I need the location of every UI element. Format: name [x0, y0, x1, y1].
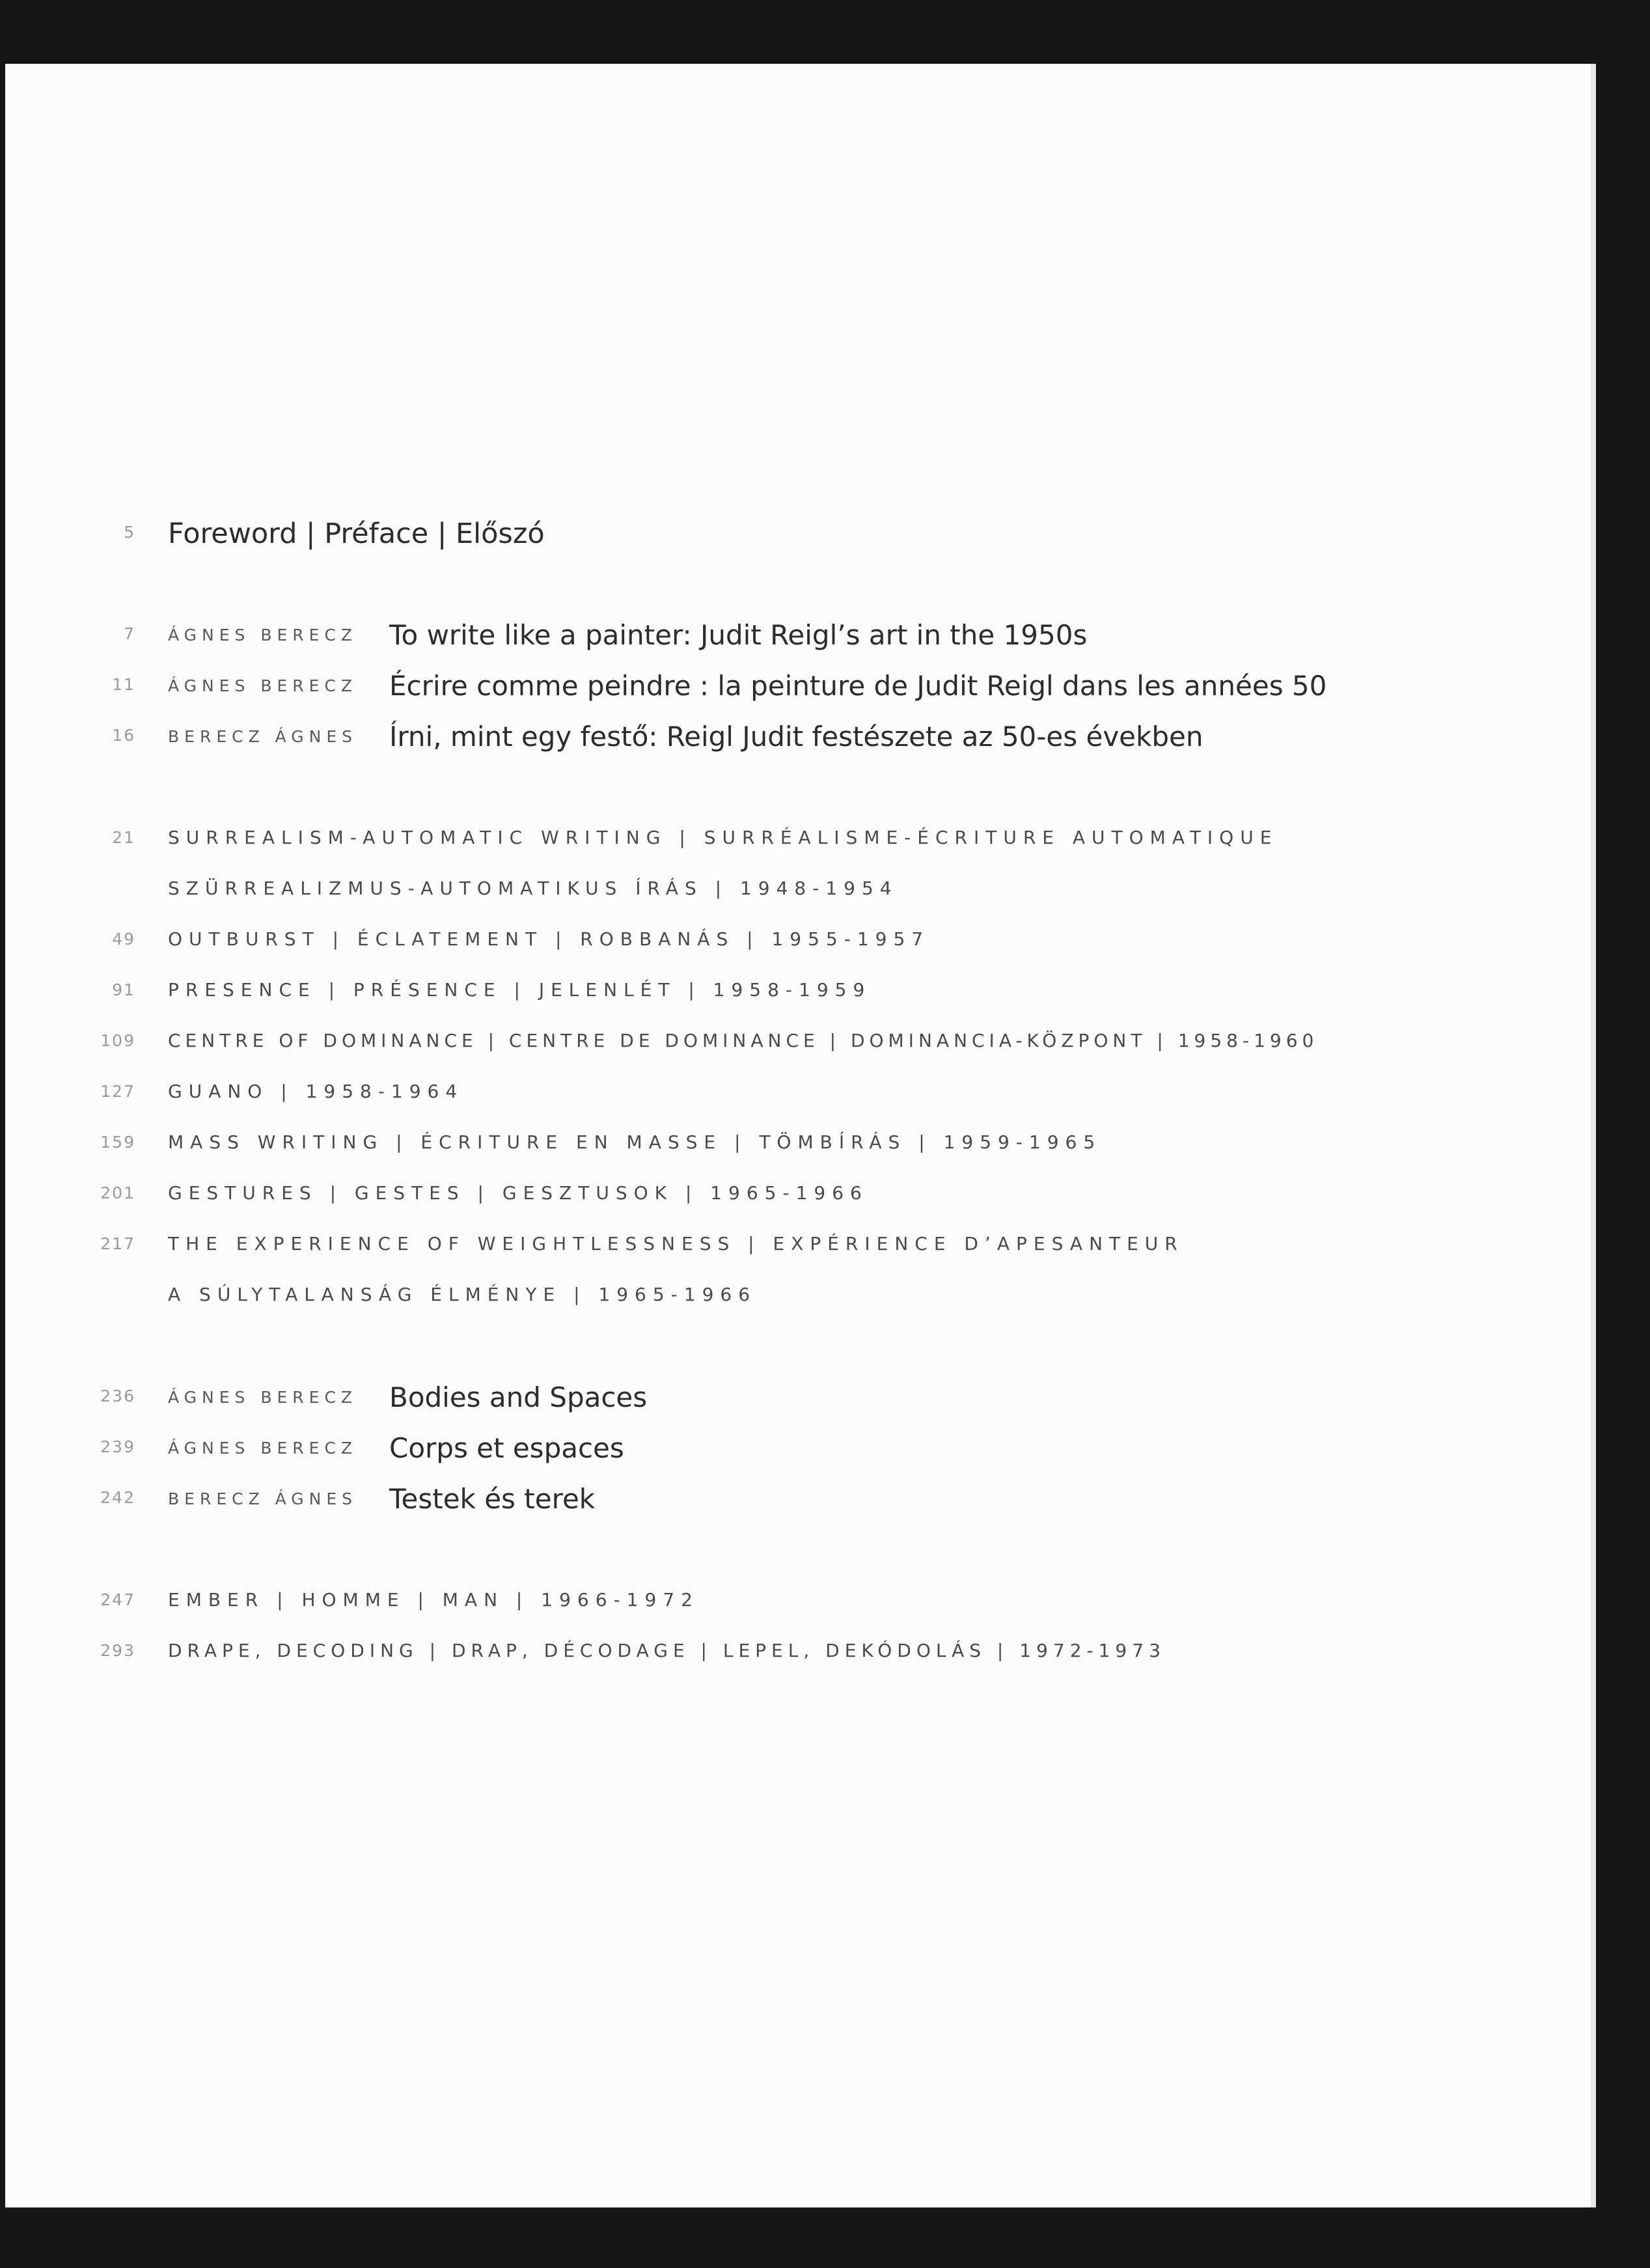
toc-entry-preface	[5, 518, 1591, 557]
page-number: 16	[112, 726, 135, 745]
chapter-title: EMBER | HOMME | MAN | 1966-1972	[168, 1589, 699, 1611]
toc-entry-essay	[5, 1432, 1591, 1471]
author-name: ÁGNES BERECZ	[168, 1439, 358, 1458]
toc-entry-chapter	[5, 975, 1591, 1014]
page-number: 159	[100, 1133, 135, 1152]
toc-entry-essay	[5, 1483, 1591, 1522]
toc-entry-chapter	[5, 1026, 1591, 1065]
page-number: 5	[124, 523, 135, 542]
chapter-title: A SÚLYTALANSÁG ÉLMÉNYE | 1965-1966	[168, 1284, 757, 1305]
author-name: ÁGNES BERECZ	[168, 626, 358, 644]
page-number: 201	[100, 1183, 135, 1202]
page-edge	[1591, 64, 1596, 2207]
chapter-title: SURREALISM-AUTOMATIC WRITING | SURRÉALISME-ÉCRITURE AUTOMATIQUE	[168, 827, 1278, 848]
chapter-title: OUTBURST | ÉCLATEMENT | ROBBANÁS | 1955-1957	[168, 928, 930, 950]
author-name: BERECZ ÁGNES	[168, 1489, 358, 1508]
entry-title: Corps et espaces	[389, 1432, 624, 1464]
toc-entry-essay	[5, 1381, 1591, 1420]
page-number: 49	[112, 930, 135, 948]
toc-entry-chapter	[5, 1077, 1591, 1116]
toc-entry-essay	[5, 619, 1591, 658]
toc-entry-chapter	[5, 1178, 1591, 1217]
book-page	[5, 64, 1591, 2207]
author-name: BERECZ ÁGNES	[168, 727, 358, 746]
page-number: 21	[112, 828, 135, 847]
page-number: 247	[100, 1590, 135, 1609]
chapter-title: MASS WRITING | ÉCRITURE EN MASSE | TÖMBÍRÁS | 1959-1965	[168, 1131, 1102, 1153]
page-number: 109	[100, 1031, 135, 1050]
chapter-title: GUANO | 1958-1964	[168, 1081, 464, 1102]
toc-entry-chapter-continued	[5, 874, 1591, 913]
page-number: 7	[124, 624, 135, 643]
toc-entry-chapter	[5, 924, 1591, 963]
page-number: 91	[112, 980, 135, 999]
chapter-title: PRESENCE | PRÉSENCE | JELENLÉT | 1958-1959	[168, 979, 872, 1001]
toc-entry-chapter	[5, 1229, 1591, 1268]
entry-title: Írni, mint egy festő: Reigl Judit festészete az 50-es években	[389, 721, 1203, 753]
toc-entry-chapter	[5, 1585, 1591, 1624]
toc-entry-chapter	[5, 823, 1591, 862]
entry-title: Foreword | Préface | Előszó	[168, 518, 545, 550]
entry-title: To write like a painter: Judit Reigl’s art in the 1950s	[389, 619, 1088, 651]
chapter-title: GESTURES | GESTES | GESZTUSOK | 1965-1966	[168, 1182, 868, 1204]
page-number: 127	[100, 1082, 135, 1101]
entry-title: Bodies and Spaces	[389, 1381, 648, 1413]
page-number: 11	[112, 675, 135, 694]
chapter-title: THE EXPERIENCE OF WEIGHTLESSNESS | EXPÉRIENCE D’APESANTEUR	[168, 1233, 1184, 1254]
page-number: 236	[100, 1387, 135, 1405]
page-number: 239	[100, 1437, 135, 1456]
entry-title: Écrire comme peindre : la peinture de Judit Reigl dans les années 50	[389, 670, 1327, 702]
toc-entry-essay	[5, 721, 1591, 760]
page-number: 217	[100, 1234, 135, 1253]
chapter-title: DRAPE, DECODING | DRAP, DÉCODAGE | LEPEL, DEKÓDOLÁS | 1972-1973	[168, 1640, 1166, 1661]
chapter-title: SZÜRREALIZMUS-AUTOMATIKUS ÍRÁS | 1948-1954	[168, 878, 898, 899]
author-name: ÁGNES BERECZ	[168, 1388, 358, 1407]
toc-entry-chapter	[5, 1636, 1591, 1675]
toc-entry-essay	[5, 670, 1591, 709]
toc-entry-chapter	[5, 1127, 1591, 1167]
page-number: 293	[100, 1641, 135, 1660]
toc-entry-chapter-continued	[5, 1280, 1591, 1319]
page-number: 242	[100, 1488, 135, 1507]
chapter-title: CENTRE OF DOMINANCE | CENTRE DE DOMINANCE | DOMINANCIA-KÖZPONT | 1958-1960	[168, 1030, 1319, 1051]
entry-title: Testek és terek	[389, 1483, 596, 1515]
author-name: ÁGNES BERECZ	[168, 676, 358, 695]
